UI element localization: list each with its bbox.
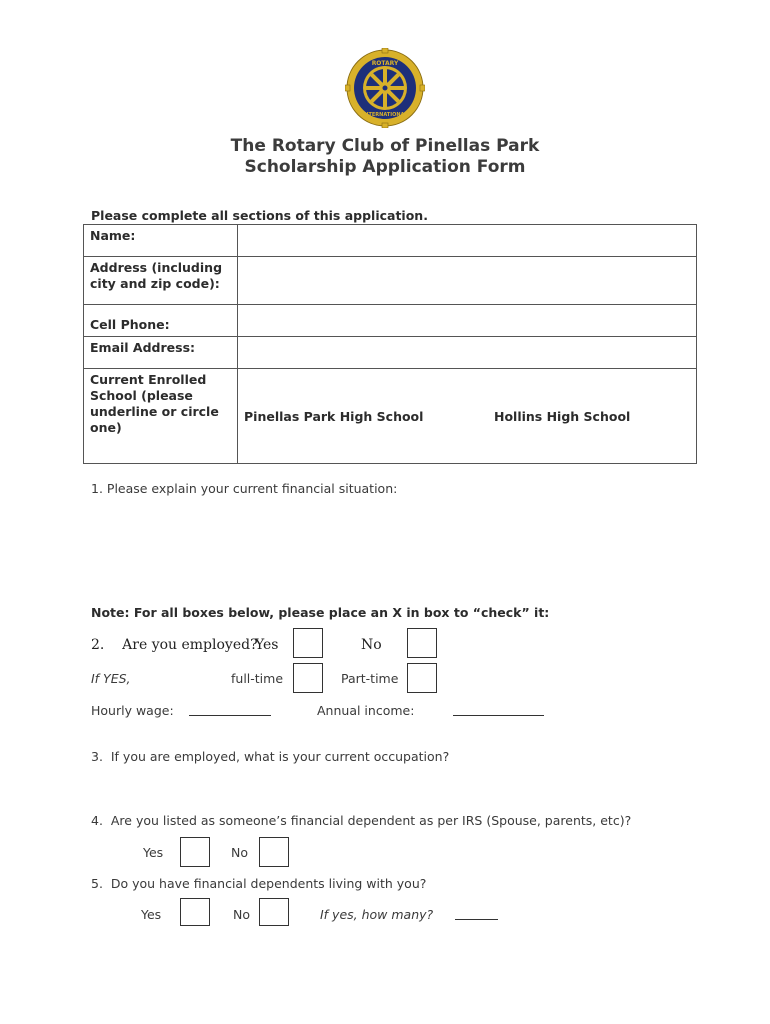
school-label: Current Enrolled School (please underline or circle one) <box>84 369 238 464</box>
cell-phone-field[interactable] <box>238 305 697 337</box>
q4-no-checkbox[interactable] <box>259 837 289 867</box>
full-time-label: full-time <box>231 671 284 686</box>
address-label: Address (including city and zip code): <box>84 257 238 305</box>
title-line-1: The Rotary Club of Pinellas Park <box>230 136 540 156</box>
email-field[interactable] <box>238 337 697 369</box>
q2-yes-checkbox[interactable] <box>293 628 323 658</box>
part-time-checkbox[interactable] <box>407 663 437 693</box>
email-label: Email Address: <box>84 337 238 369</box>
school-options-cell <box>238 369 697 464</box>
q4-yes-label: Yes <box>143 845 164 860</box>
svg-text:INTERNATIONAL: INTERNATIONAL <box>362 112 408 118</box>
q5-no-label: No <box>233 907 250 922</box>
how-many-field[interactable] <box>455 919 498 920</box>
q4-yes-checkbox[interactable] <box>180 837 210 867</box>
cell-phone-label: Cell Phone: <box>84 305 238 337</box>
annual-income-field[interactable] <box>453 715 544 716</box>
rotary-logo <box>345 48 425 128</box>
question-4: 4. Are you listed as someone’s financial dependent as per IRS (Spouse, parents, etc)? <box>91 813 632 828</box>
school-option-hollins[interactable]: Hollins High School <box>494 409 631 424</box>
how-many-label: If yes, how many? <box>320 907 434 922</box>
question-5: 5. Do you have financial dependents living with you? <box>91 876 427 891</box>
applicant-info-table <box>83 224 697 464</box>
question-1: 1. Please explain your current financial situation: <box>91 481 398 496</box>
school-option-pinellas[interactable]: Pinellas Park High School <box>244 409 424 424</box>
svg-text:ROTARY: ROTARY <box>371 60 399 67</box>
q2-no-label: No <box>361 637 382 653</box>
q4-no-label: No <box>231 845 248 860</box>
name-field[interactable] <box>238 225 697 257</box>
address-field[interactable] <box>238 257 697 305</box>
hourly-wage-label: Hourly wage: <box>91 703 174 718</box>
full-time-checkbox[interactable] <box>293 663 323 693</box>
hourly-wage-field[interactable] <box>189 715 271 716</box>
annual-income-label: Annual income: <box>317 703 415 718</box>
q2-no-checkbox[interactable] <box>407 628 437 658</box>
q2-yes-label: Yes <box>255 637 279 653</box>
question-3: 3. If you are employed, what is your current occupation? <box>91 749 450 764</box>
name-label: Name: <box>84 225 238 257</box>
q5-yes-checkbox[interactable] <box>180 898 210 926</box>
q5-yes-label: Yes <box>141 907 162 922</box>
title-line-2: Scholarship Application Form <box>244 157 526 177</box>
if-yes-label: If YES, <box>91 671 131 686</box>
checkbox-note: Note: For all boxes below, please place an X in box to “check” it: <box>91 605 550 620</box>
part-time-label: Part-time <box>341 671 399 686</box>
q5-no-checkbox[interactable] <box>259 898 289 926</box>
instructions: Please complete all sections of this application. <box>91 208 428 223</box>
question-2: 2. Are you employed? <box>91 637 258 653</box>
